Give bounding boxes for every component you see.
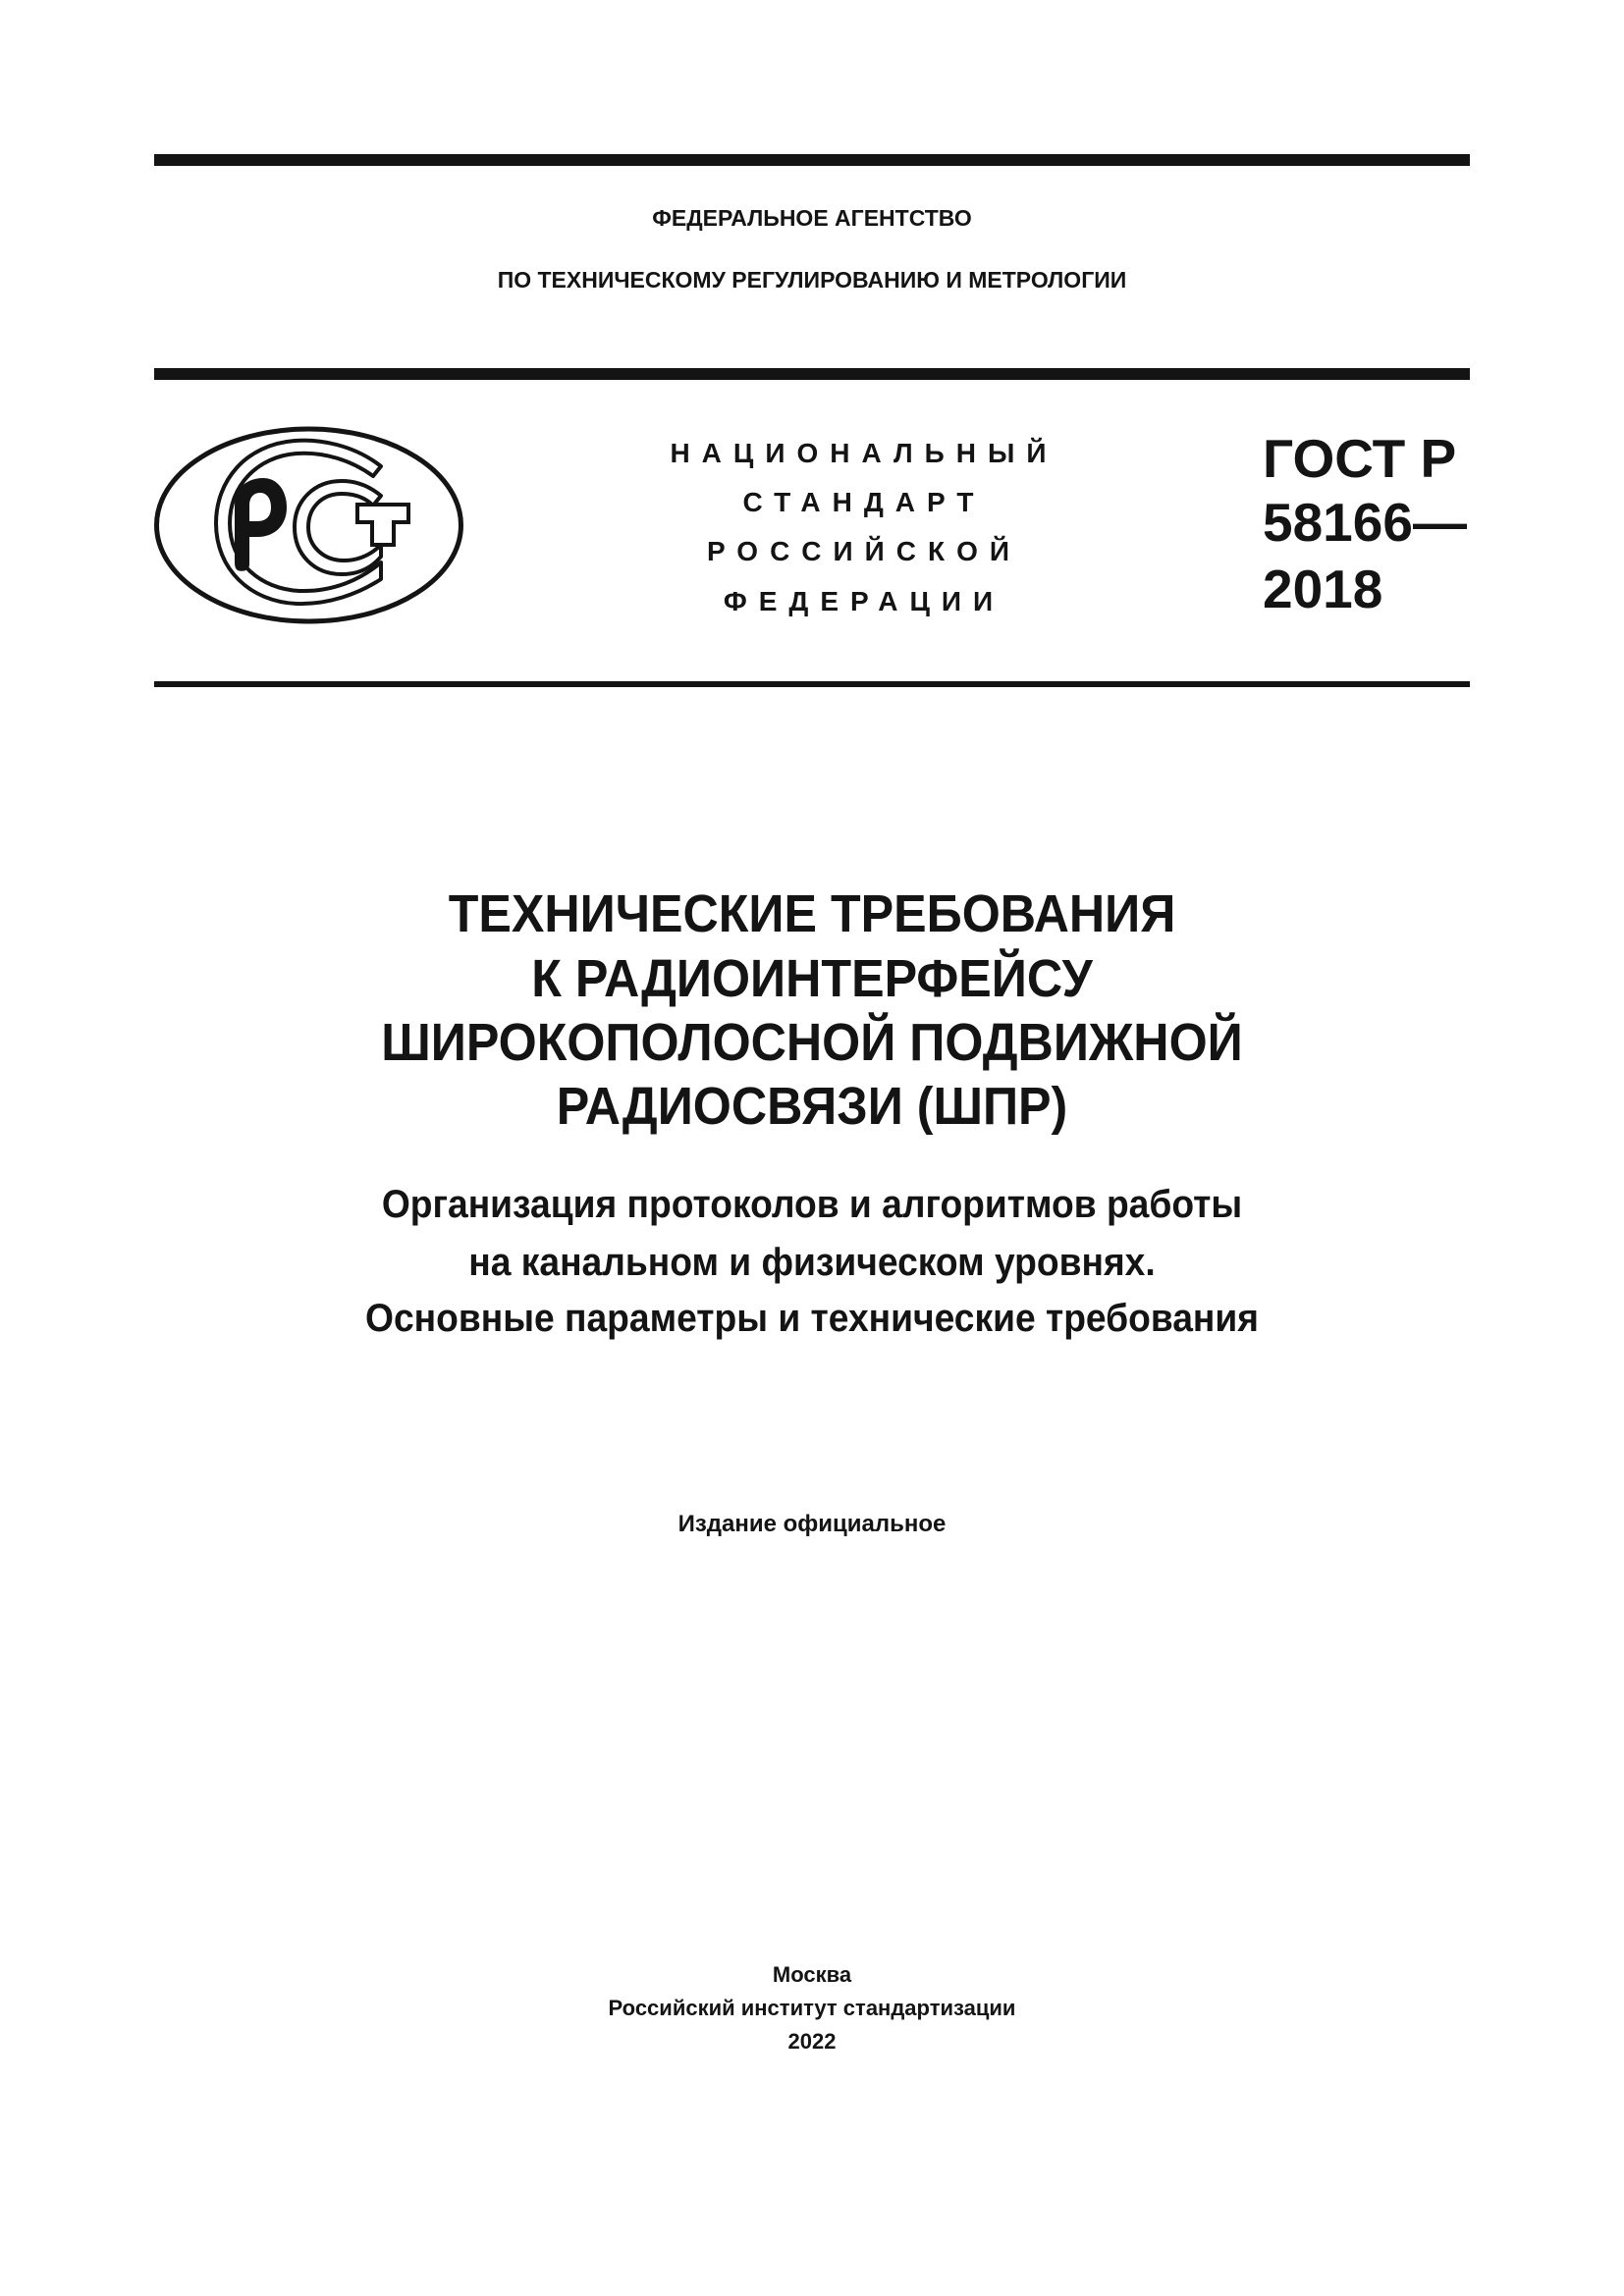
title-line-2: К РАДИОИНТЕРФЕЙСУ [531,949,1093,1008]
title-line-4: РАДИОСВЯЗИ (ШПР) [556,1077,1068,1136]
agency-line-1: ФЕДЕРАЛЬНОЕ АГЕНТСТВО [652,205,972,231]
designation-line-1: ГОСТ Р [1263,428,1457,489]
standard-type-line-1: НАЦИОНАЛЬНЫЙ [670,438,1058,468]
standard-type-line-3: РОССИЙСКОЙ [707,536,1021,566]
rule-bottom [154,681,1470,687]
title-line-3: ШИРОКОПОЛОСНОЙ ПОДВИЖНОЙ [381,1013,1243,1072]
rule-top [154,154,1470,166]
rule-middle [154,368,1470,380]
edition-label: Издание официальное [677,1511,947,1537]
agency-line-2: ПО ТЕХНИЧЕСКОМУ РЕГУЛИРОВАНИЮ И МЕТРОЛОГИИ [497,267,1127,293]
designation-line-3: 2018 [1263,559,1383,619]
rst-certification-mark-icon [147,417,471,633]
publisher-year: 2022 [787,2029,837,2054]
publisher-name: Российский институт стандартизации [608,1996,1016,2020]
publisher-city: Москва [772,1962,852,1987]
title-line-1: ТЕХНИЧЕСКИЕ ТРЕБОВАНИЯ [448,884,1176,943]
subtitle-line-1: Организация протоколов и алгоритмов работы [381,1183,1243,1226]
standard-type-line-2: СТАНДАРТ [742,487,986,517]
subtitle-line-3: Основные параметры и технические требования [365,1297,1259,1340]
designation-line-2: 58166— [1263,492,1467,553]
standard-type-line-4: ФЕДЕРАЦИИ [723,586,1005,616]
subtitle-line-2: на канальном и физическом уровнях. [468,1241,1156,1284]
